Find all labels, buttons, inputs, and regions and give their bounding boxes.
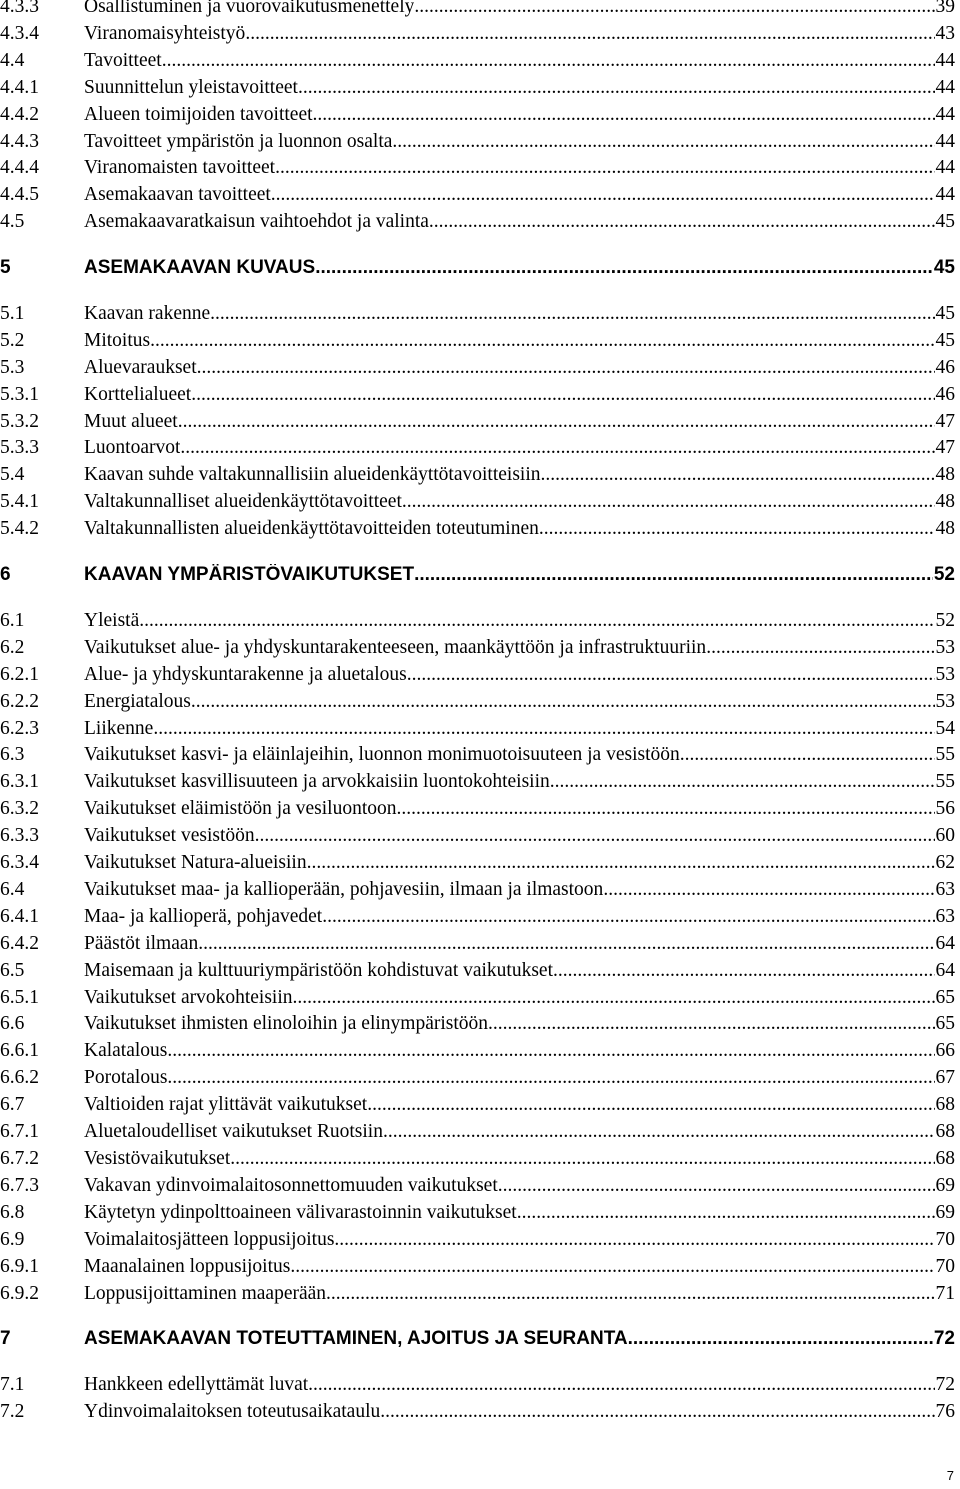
toc-entry-page: 39 [935,0,956,18]
toc-entry-number: 5.3.2 [0,411,39,432]
dot-leader [383,1121,935,1143]
toc-entry-title: Liikenne [84,718,154,739]
toc-entry-number: 5.3 [0,357,25,378]
dot-leader [313,104,935,126]
toc-entry-title: Valtakunnalliset alueidenkäyttötavoitteet [84,491,402,512]
toc-entry[interactable] [0,794,955,820]
toc-entry-number: 4.4.1 [0,77,39,98]
toc-entry-number: 6.3.2 [0,798,39,819]
toc-entry-number: 6.6.1 [0,1040,39,1061]
toc-entry-title: Käytetyn ydinpolttoaineen välivarastoinnin vaikutukset [84,1202,517,1223]
toc-entry-title: Voimalaitosjätteen loppusijoitus [84,1229,335,1250]
toc-entry-page: 44 [935,157,955,178]
dot-leader [414,564,933,586]
toc-entry-number: 5.4 [0,464,25,485]
dot-leader [334,1229,934,1251]
toc-entry[interactable] [0,714,955,740]
dot-leader [517,1202,935,1224]
toc-entry-title: Porotalous [84,1067,168,1088]
toc-entry-title: Yleistä [84,610,140,631]
toc-entry-number: 6.2.1 [0,664,39,685]
toc-entry[interactable] [0,180,955,206]
toc-entry-title: Muut alueet [84,411,178,432]
toc-entry-number: 6.9.1 [0,1256,39,1277]
toc-entry[interactable] [0,767,955,793]
dot-leader [541,464,935,486]
toc-entry-title: Aluevaraukset [84,357,197,378]
toc-entry[interactable] [0,407,955,433]
toc-entry-page: 76 [935,1401,955,1422]
dot-leader [167,1040,934,1062]
toc-entry-title: Viranomaisten tavoitteet [84,157,276,178]
toc-entry-title: Suunnittelun yleistavoitteet [84,77,298,98]
dot-leader [706,637,934,659]
toc-entry[interactable] [0,299,955,325]
toc-entry-title: KAAVAN YMPÄRISTÖVAIKUTUKSET [84,564,415,585]
toc-entry-title: Valtioiden rajat ylittävät vaikutukset [84,1094,368,1115]
dot-leader [298,77,935,99]
toc-entry[interactable] [0,1117,955,1143]
dot-leader [539,518,935,540]
toc-entry-page: 70 [935,1256,955,1277]
dot-leader [397,798,935,820]
toc-entry-number: 6.4 [0,879,25,900]
toc-entry[interactable] [0,1171,955,1197]
toc-entry-title: Korttelialueet [84,384,192,405]
toc-entry-number: 6.2.3 [0,718,39,739]
toc-entry-title: Vaikutukset vesistöön [84,825,255,846]
toc-entry[interactable] [0,0,955,18]
toc-entry[interactable] [0,127,955,153]
dot-leader [322,906,934,928]
toc-entry[interactable] [0,1225,955,1251]
toc-entry-page: 69 [935,1175,955,1196]
toc-entry-page: 65 [935,987,955,1008]
toc-entry-title: Vaikutukset arvokohteisiin [84,987,293,1008]
toc-entry-title: Maa- ja kallioperä, pohjavedet [84,906,323,927]
toc-entry-page: 68 [935,1148,955,1169]
dot-leader [680,744,935,766]
toc-entry-number: 4.3.4 [0,23,39,44]
dot-leader [167,1067,934,1089]
dot-leader [308,1374,934,1396]
dot-leader [255,825,935,847]
toc-entry-page: 67 [935,1067,955,1088]
toc-entry[interactable] [0,100,955,126]
dot-leader [197,357,935,379]
dot-leader [275,157,934,179]
toc-entry-page: 53 [935,664,955,685]
toc-entry-title: Vakavan ydinvoimalaitosonnettomuuden vaikutukset [84,1175,498,1196]
toc-entry-page: 45 [933,257,955,278]
dot-leader [180,437,934,459]
toc-entry-number: 5.3.1 [0,384,39,405]
toc-entry-title: Energiatalous [84,691,191,712]
toc-entry-number: 6.7 [0,1094,25,1115]
toc-entry-title: Vaikutukset alue- ja yhdyskuntarakenteeseen, maankäyttöön ja infrastruktuuriin [84,637,707,658]
toc-entry[interactable] [0,606,955,632]
dot-leader [407,664,935,686]
toc-entry-number: 6.2.2 [0,691,39,712]
toc-entry-number: 5.4.1 [0,491,39,512]
toc-entry[interactable] [0,956,955,982]
toc-entry-number: 6.1 [0,610,25,631]
toc-entry-title: Kalatalous [84,1040,168,1061]
toc-entry[interactable] [0,1324,955,1350]
toc-entry-title: Alue- ja yhdyskuntarakenne ja aluetalous [84,664,407,685]
toc-entry-number: 6.6.2 [0,1067,39,1088]
toc-entry-title: Ydinvoimalaitoksen toteutusaikataulu [84,1401,381,1422]
toc-entry-page: 53 [935,691,955,712]
toc-entry-title: Kaavan rakenne [84,303,211,324]
toc-entry[interactable] [0,380,955,406]
toc-entry-number: 6.7.2 [0,1148,39,1169]
toc-entry-number: 4.4.2 [0,104,39,125]
toc-entry-page: 45 [935,211,955,232]
toc-entry[interactable] [0,1279,955,1305]
dot-leader [392,131,934,153]
dot-leader [230,1148,934,1170]
dot-leader [315,257,933,279]
toc-entry-page: 68 [935,1094,955,1115]
toc-entry-number: 6.4.2 [0,933,39,954]
toc-entry[interactable] [0,433,955,459]
toc-entry[interactable] [0,821,955,847]
dot-leader [429,211,935,233]
dot-leader [271,184,935,206]
toc-entry[interactable] [0,1090,955,1116]
toc-entry-title: Hankkeen edellyttämät luvat [84,1374,309,1395]
toc-entry[interactable] [0,460,955,486]
toc-entry-page: 63 [935,906,955,927]
toc-entry[interactable] [0,1144,955,1170]
toc-entry-number: 7 [0,1328,11,1349]
toc-entry-title: Kaavan suhde valtakunnallisiin alueidenkäyttötavoitteisiin [84,464,541,485]
toc-entry[interactable] [0,983,955,1009]
toc-entry-number: 6.7.3 [0,1175,39,1196]
toc-entry-page: 45 [935,303,955,324]
dot-leader [150,330,934,352]
toc-entry[interactable] [0,326,955,352]
toc-entry[interactable] [0,929,955,955]
toc-entry[interactable] [0,687,955,713]
toc-entry-title: ASEMAKAAVAN TOTEUTTAMINEN, AJOITUS JA SEURANTA [84,1328,628,1349]
toc-entry-page: 66 [935,1040,955,1061]
toc-entry-page: 55 [935,744,955,765]
toc-entry[interactable] [0,1036,955,1062]
dot-leader [367,1094,934,1116]
dot-leader [210,303,934,325]
dot-leader [603,879,934,901]
toc-entry-number: 7.1 [0,1374,25,1395]
toc-entry-title: Maanalainen loppusijoitus [84,1256,291,1277]
toc-entry-title: Vaikutukset maa- ja kallioperään, pohjavesiin, ilmaan ja ilmastoon [84,879,604,900]
toc-entry-number: 5.3.3 [0,437,39,458]
toc-entry-title: Tavoitteet [84,50,162,71]
toc-entry-page: 48 [935,464,955,485]
toc-entry-page: 65 [935,1013,955,1034]
toc-entry[interactable] [0,1252,955,1278]
toc-entry-title: Maisemaan ja kulttuuriympäristöön kohdistuvat vaikutukset [84,960,554,981]
toc-entry-page: 69 [935,1202,955,1223]
toc-entry-page: 44 [935,131,955,152]
dot-leader [198,933,934,955]
toc-entry-number: 5.4.2 [0,518,39,539]
toc-entry-page: 43 [935,23,955,44]
toc-entry[interactable] [0,19,955,45]
toc-entry-number: 6.3.4 [0,852,39,873]
toc-entry[interactable] [0,73,955,99]
toc-entry-title: Osallistuminen ja vuorovaikutusmenettely [84,0,415,17]
toc-entry-number: 6.8 [0,1202,25,1223]
toc-entry-title: Vaikutukset eläimistöön ja vesiluontoon [84,798,397,819]
toc-entry-title: Viranomaisyhteistyö [84,23,246,44]
toc-entry[interactable] [0,740,955,766]
toc-entry[interactable] [0,514,955,540]
toc-entry-title: Aluetaloudelliset vaikutukset Ruotsiin [84,1121,383,1142]
toc-entry-number: 5 [0,257,11,278]
toc-entry-number: 7.2 [0,1401,25,1422]
toc-entry-number: 5.2 [0,330,25,351]
toc-entry[interactable] [0,1009,955,1035]
toc-entry-number: 4.3.3 [0,0,39,17]
toc-entry-title: Valtakunnallisten alueidenkäyttötavoitteiden toteutuminen [84,518,539,539]
toc-entry-title: ASEMAKAAVAN KUVAUS [84,257,316,278]
toc-entry-page: 70 [935,1229,955,1250]
toc-entry-page: 63 [935,879,955,900]
dot-leader [628,1328,933,1350]
toc-entry-page: 54 [935,718,955,739]
toc-entry[interactable] [0,207,955,233]
toc-entry-number: 6 [0,564,11,585]
toc-entry-page: 45 [935,330,955,351]
dot-leader [402,491,935,513]
toc-entry-title: Vesistövaikutukset [84,1148,231,1169]
toc-entry-page: 48 [935,518,955,539]
toc-entry[interactable] [0,253,955,279]
toc-entry-title: Mitoitus [84,330,151,351]
toc-entry-page: 64 [935,960,955,981]
toc-entry-page: 48 [935,491,955,512]
dot-leader [326,1283,934,1305]
toc-entry-page: 56 [935,798,955,819]
toc-entry-page: 71 [935,1283,955,1304]
dot-leader [380,1401,934,1423]
toc-entry-title: Asemakaavaratkaisun vaihtoehdot ja valinta [84,211,429,232]
toc-entry-page: 60 [935,825,955,846]
dot-leader [550,771,935,793]
toc-entry-number: 6.3 [0,744,25,765]
toc-entry-number: 4.5 [0,211,25,232]
toc-entry[interactable] [0,46,955,72]
toc-entry-title: Päästöt ilmaan [84,933,199,954]
toc-entry-page: 44 [935,184,955,205]
dot-leader [488,1013,934,1035]
dot-leader [191,691,935,713]
toc-entry-number: 6.5.1 [0,987,39,1008]
toc-entry-page: 46 [935,384,955,405]
toc-entry-number: 6.7.1 [0,1121,39,1142]
toc-entry[interactable] [0,660,955,686]
toc-entry-number: 5.1 [0,303,25,324]
toc-entry-page: 72 [933,1328,955,1349]
toc-entry-page: 52 [933,564,955,585]
dot-leader [178,411,935,433]
toc-entry-title: Loppusijoittaminen maaperään [84,1283,327,1304]
toc-entry-number: 4.4 [0,50,25,71]
toc-entry-number: 6.9 [0,1229,25,1250]
toc-entry-title: Alueen toimijoiden tavoitteet [84,104,313,125]
toc-entry-title: Vaikutukset Natura-alueisiin [84,852,307,873]
dot-leader [293,987,935,1009]
toc-entry[interactable] [0,487,955,513]
toc-entry[interactable] [0,153,955,179]
dot-leader [162,50,935,72]
toc-entry-page: 44 [935,50,955,71]
toc-entry-page: 55 [935,771,955,792]
toc-entry[interactable] [0,1198,955,1224]
toc-entry-page: 46 [935,357,955,378]
toc-entry[interactable] [0,633,955,659]
toc-entry-number: 6.3.1 [0,771,39,792]
toc-entry-page: 44 [935,104,955,125]
toc-entry[interactable] [0,1370,955,1396]
dot-leader [414,0,934,18]
toc-entry-number: 4.4.3 [0,131,39,152]
toc-entry-title: Vaikutukset ihmisten elinoloihin ja elinympäristöön [84,1013,489,1034]
toc-entry-page: 47 [935,437,955,458]
toc-entry[interactable] [0,875,955,901]
toc-entry-title: Vaikutukset kasvillisuuteen ja arvokkaisiin luontokohteisiin [84,771,550,792]
dot-leader [139,610,934,632]
toc-entry-number: 6.5 [0,960,25,981]
toc-entry-number: 6.9.2 [0,1283,39,1304]
toc-entry-page: 68 [935,1121,955,1142]
toc-entry-number: 4.4.4 [0,157,39,178]
dot-leader [307,852,935,874]
toc-entry-page: 64 [935,933,955,954]
dot-leader [153,718,934,740]
toc-entry-title: Asemakaavan tavoitteet [84,184,271,205]
toc-entry-page: 47 [935,411,955,432]
toc-entry[interactable] [0,1063,955,1089]
toc-entry[interactable] [0,848,955,874]
toc-entry-page: 72 [935,1374,955,1395]
toc-entry[interactable] [0,560,955,586]
page-number: 7 [946,1468,954,1483]
toc-entry[interactable] [0,1397,955,1423]
dot-leader [191,384,934,406]
dot-leader [553,960,934,982]
toc-entry-title: Vaikutukset kasvi- ja eläinlajeihin, luonnon monimuotoisuuteen ja vesistöön [84,744,680,765]
toc-entry-number: 4.4.5 [0,184,39,205]
toc-entry[interactable] [0,353,955,379]
toc-entry[interactable] [0,902,955,928]
dot-leader [290,1256,934,1278]
toc-entry-number: 6.3.3 [0,825,39,846]
toc-entry-page: 52 [935,610,955,631]
toc-entry-title: Tavoitteet ympäristön ja luonnon osalta [84,131,393,152]
toc-entry-page: 44 [935,77,955,98]
toc-entry-page: 62 [935,852,955,873]
toc-entry-page: 53 [935,637,955,658]
dot-leader [498,1175,935,1197]
toc-entry-number: 6.6 [0,1013,25,1034]
toc-entry-number: 6.2 [0,637,25,658]
toc-entry-title: Luontoarvot [84,437,181,458]
toc-entry-number: 6.4.1 [0,906,39,927]
dot-leader [245,23,934,45]
